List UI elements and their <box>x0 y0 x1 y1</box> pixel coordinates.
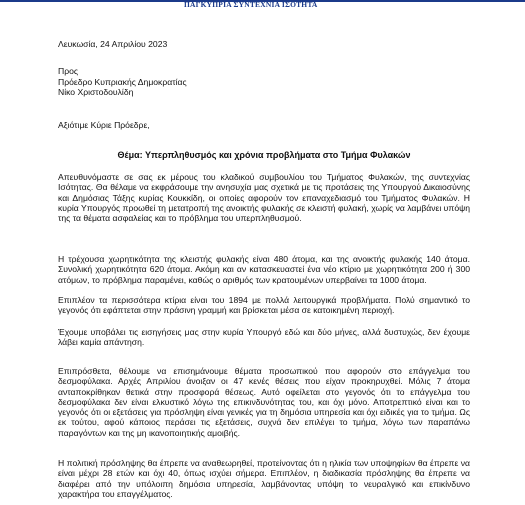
organization-name: ΠΑΓΚΥΠΡΙΑ ΣΥΝΤΕΧΝΙΑ ΙΣΟΤΗΤΑ <box>184 0 318 9</box>
paragraph-proposals: Έχουμε υποβάλει τις εισηγήσεις μας στην κυρία Υπουργό εδώ και δύο μήνες, αλλά δυστυχώς, δεν έχουμε λάβει καμία απάντηση. <box>58 327 470 348</box>
paragraph-intro: Απευθυνόμαστε σε σας εκ μέρους του κλαδικού συμβουλίου του Τμήματος Φυλακών, της συντεχνίας Ισότητας. Θα θέλαμε να εκφράσουμε την ανησυχία μας σχετικά με τις προτάσεις της Υπουργού Δικαιοσύνης και Δημόσιας Τάξης κυρίας Κουκκίδη, οι οποίες αφορούν τον επαναχεδιασμό του Τμήματος Φυλακών. Η κυρία Υπουργός προωθεί τη μετατροπή της ανοικτής φυλακής σε κλειστή φυλακή, χωρίς να λαμβάνει υπόψη της τα θέματα ασφαλείας και το πρόβλημα του υπερπληθυσμού. <box>58 172 470 224</box>
subject-line: Θέμα: Υπερπληθυσμός και χρόνια προβλήματα στο Τμήμα Φυλακών <box>117 150 411 160</box>
date-line: Λευκωσία, 24 Απριλίου 2023 <box>58 39 168 49</box>
recipient-title: Πρόεδρο Κυπριακής Δημοκρατίας <box>58 76 187 87</box>
paragraph-capacity: Η τρέχουσα χωρητικότητα της κλειστής φυλακής είναι 480 άτομα, και της ανοικτής φυλακής 140 άτομα. Συνολική χωρητικότητα 620 άτομα. Ακόμη και αν κατασκευαστεί ένα νέο κτίριο με χωρητικότητα 200 ή 300 ατόμων, το πρόβλημα παραμένει, καθώς ο αριθμός των κρατουμένων υπερβαίνει τα 1000 άτομα. <box>58 254 470 285</box>
salutation: Αξιότιμε Κύριε Πρόεδρε, <box>58 120 150 130</box>
paragraph-buildings: Επιπλέον τα περισσότερα κτίρια είναι του 1894 με πολλά λειτουργικά προβλήματα. Πολύ σημαντικό το γεγονός ότι εφάπτεται στην πράσινη γραμμή και βρίσκεται μέσα σε κατοικημένη περιοχή. <box>58 295 470 316</box>
recipient-name: Νίκο Χριστοδουλίδη <box>58 87 134 97</box>
paragraph-staffing: Επιπρόσθετα, θέλουμε να επισημάνουμε θέματα προσωπικού που αφορούν στο επάγγελμα του δεσμοφύλακα. Αρχές Απριλίου άνοιξαν οι 47 κενές θέσεις που είχαν προκηρυχθεί. Μόλις 7 άτομα ανταποκρίθηκαν θετικά στην προσφορά θέσεως. Αυτό οφείλεται στο γεγονός ότι το επάγγελμα του δεσμοφύλακα δεν είναι ελκυστικό λόγω της επικινδυνότητας του, και όχι μόνο. Αποτρεπτικό είναι και το γεγονός ότι οι εξετάσεις για πρόσληψη είναι γενικές για τη δημόσια υπηρεσία και όχι ειδικές για το τμήμα. Ως εκ τούτου, αφού κάποιος περάσει τις εξετάσεις, συχνά δεν επιλέγει το τμήμα, λόγω των παραπάνω παραγόντων και της μη ικανοποιητικής αμοιβής. <box>58 366 470 438</box>
paragraph-recruitment: Η πολιτική πρόσληψης θα έπρεπε να αναθεωρηθεί, προτείνοντας ότι η ηλικία των υποψηφίων θα έπρεπε να είναι μέχρι 28 ετών και όχι 40, όπως ισχύει σήμερα. Επιπλέον, η διαδικασία πρόσληψης θα έπρεπε να διαφέρει από την υπόλοιπη δημόσια υπηρεσία, λαμβάνοντας υπόψη το νευραλγικό και επικίνδυνο χαρακτήρα του επαγγέλματος. <box>58 458 470 499</box>
recipient-to: Προς <box>58 66 79 76</box>
letterhead <box>0 0 525 18</box>
